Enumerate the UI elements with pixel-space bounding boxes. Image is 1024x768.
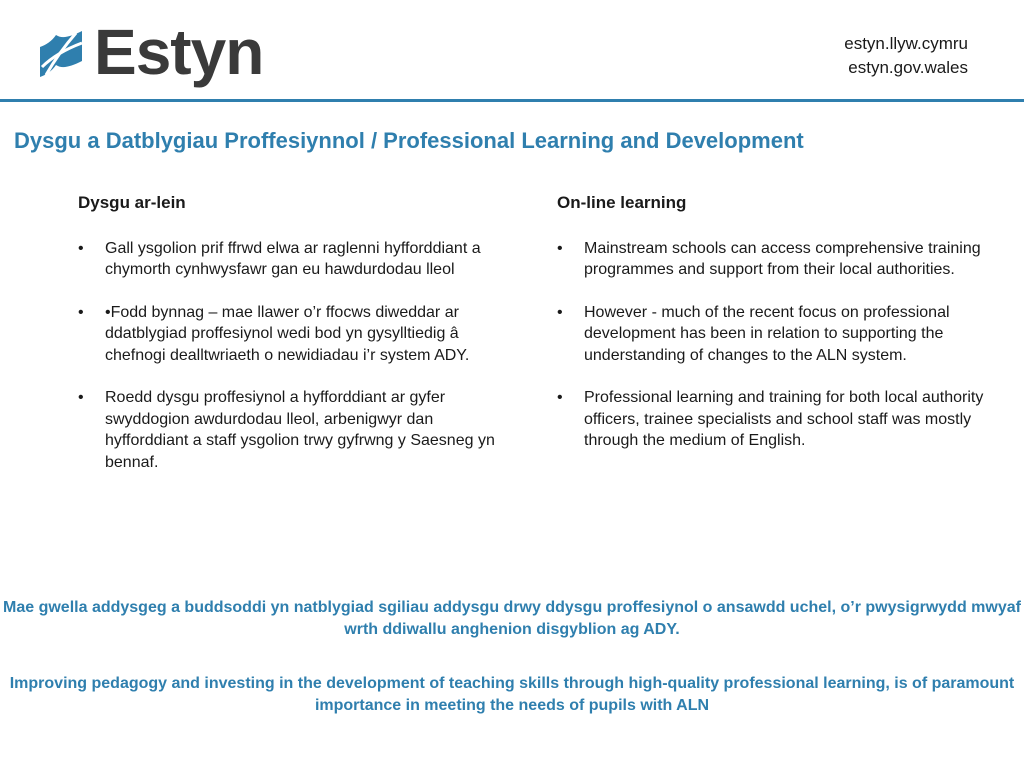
bullet-marker: • [557,303,563,321]
page-title: Dysgu a Datblygiau Proffesiynnol / Professional Learning and Development [14,128,804,153]
closing-statement-welsh: Mae gwella addysgeg a buddsoddi yn natblygiad sgiliau addysgu drwy ddysgu proffesiynol o ansawdd uchel, o’r pwysigrwydd mwyaf wrth ddiwallu anghenion disgyblion ag ADY. [3,599,1021,638]
list-item [78,238,498,281]
welsh-bullet-list [78,238,498,474]
welsh-column [78,192,498,494]
english-heading: On-line learning [557,193,687,212]
header-divider [0,99,1024,102]
list-item-text: Mainstream schools can access comprehensive training programmes and support from their local authorities. [584,239,981,278]
bullet-marker: • [78,239,84,257]
closing-statement-english: Improving pedagogy and investing in the development of teaching skills through high-quality professional learning, is of paramount importance in meeting the needs of pupils with ALN [9,675,1015,714]
estyn-logo [36,16,264,88]
english-column [557,192,987,473]
list-item [78,302,498,367]
site-urls [844,32,968,80]
list-item-text: Gall ysgolion prif ffrwd elwa ar raglenni hyfforddiant a chymorth cynhwysfawr gan eu hawdurdodau lleol [105,239,481,278]
url-english: estyn.gov.wales [848,58,968,77]
bullet-marker: • [557,389,563,406]
list-item [78,387,498,473]
list-item [557,238,987,281]
bullet-marker: • [78,303,84,321]
english-bullet-list [557,238,987,452]
list-item [557,302,987,367]
bullet-marker: • [557,239,563,257]
list-item-text: Roedd dysgu proffesiynol a hyfforddiant ar gyfer swyddogion awdurdodau lleol, arbenigwyr dan hyfforddiant a staff ysgolion trwy gyfrwng y Saesneg yn bennaf. [105,389,495,471]
logo-wordmark: Estyn [94,16,264,88]
list-item-text: •Fodd bynnag – mae llawer o’r ffocws diweddar ar ddatblygiad proffesiynol wedi bod yn gysylltiedig â chefnogi dealltwriaeth o newidiadau i’r system ADY. [105,303,470,364]
list-item-text: Professional learning and training for both local authority officers, trainee specialists and school staff was mostly through the medium of English. [584,389,984,449]
estyn-emblem-icon [36,27,86,83]
list-item [557,387,987,452]
bullet-marker: • [78,389,84,406]
welsh-heading: Dysgu ar-lein [78,193,186,212]
url-welsh: estyn.llyw.cymru [844,34,968,53]
list-item-text: However - much of the recent focus on professional development has been in relation to supporting the understanding of changes to the ALN system. [584,303,950,364]
